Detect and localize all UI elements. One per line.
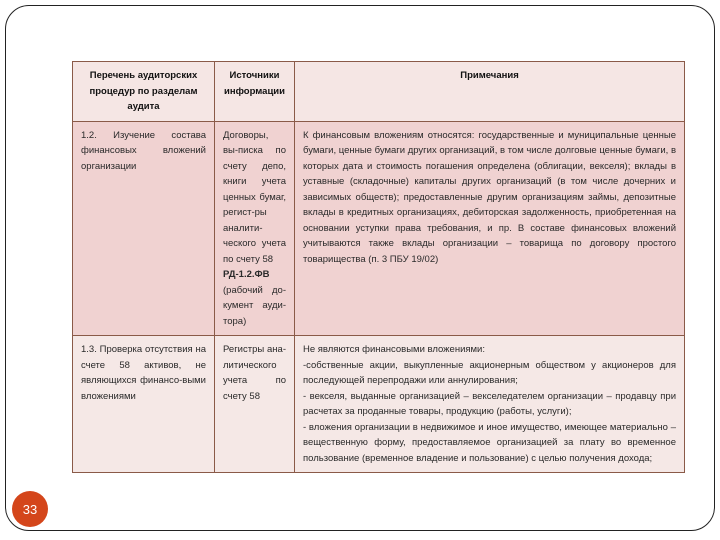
notes-cell <box>295 336 685 473</box>
procedure-cell: 1.3. Проверка отсутствия на счете 58 активов, не являющихся финансо-выми вложениями <box>73 336 215 473</box>
table-header-row <box>73 62 685 122</box>
audit-procedures-table <box>72 61 685 473</box>
sources-cell <box>215 121 295 336</box>
notes-cell: К финансовым вложениям относятся: государственные и муниципальные ценные бумаги, ценные бумаги других организаций, в том числе долговые ценные бумаги, в которых дата и стоимость погашения определена (облигации, векселя); вклады в уставные (складочные) капиталы других организаций (в том числе дочерних и зависимых обществ); предоставленные другим организациям займы, депозитные вклады в кредитных организациях, дебиторская задолженность, приобретенная на основании уступки права требования, и пр. В составе финансовых вложений учитываются также вклады организации – товарища по договору простого товарищества (п. 3 ПБУ 19/02) <box>295 121 685 336</box>
sources-text: Договоры, вы-писка по счету депо, книги учета ценных бумаг, регист-ры аналити-ческого учета по счету 58 <box>223 129 286 265</box>
table-row <box>73 336 685 473</box>
sources-code: РД-1.2.ФВ <box>223 269 270 280</box>
header-notes: Примечания <box>295 62 685 122</box>
header-procedures: Перечень аудиторских процедур по разделам аудита <box>73 62 215 122</box>
notes-item: - вложения организации в недвижимое и иное имущество, имеющее материально – вещественную форму, предоставляемое организацией за плату во временное пользование (временное владение и пользование) с целью получения дохода; <box>303 421 676 464</box>
table-row <box>73 121 685 336</box>
page-number-badge: 33 <box>12 491 48 527</box>
sources-tail: (рабочий до-кумент ауди-тора) <box>223 284 286 327</box>
notes-item: - векселя, выданные организацией – векселедателем организации – продавцу при расчетах за проданные товары, продукцию (работы, услуги); <box>303 390 676 417</box>
header-sources: Источники информации <box>215 62 295 122</box>
procedure-cell: 1.2. Изучение состава финансовых вложений организации <box>73 121 215 336</box>
sources-cell: Регистры ана-литического учета по счету 58 <box>215 336 295 473</box>
notes-item: -собственные акции, выкупленные акционерным обществом у акционеров для последующей перепродажи или аннулирования; <box>303 359 676 386</box>
notes-title: Не являются финансовыми вложениями: <box>303 344 485 355</box>
